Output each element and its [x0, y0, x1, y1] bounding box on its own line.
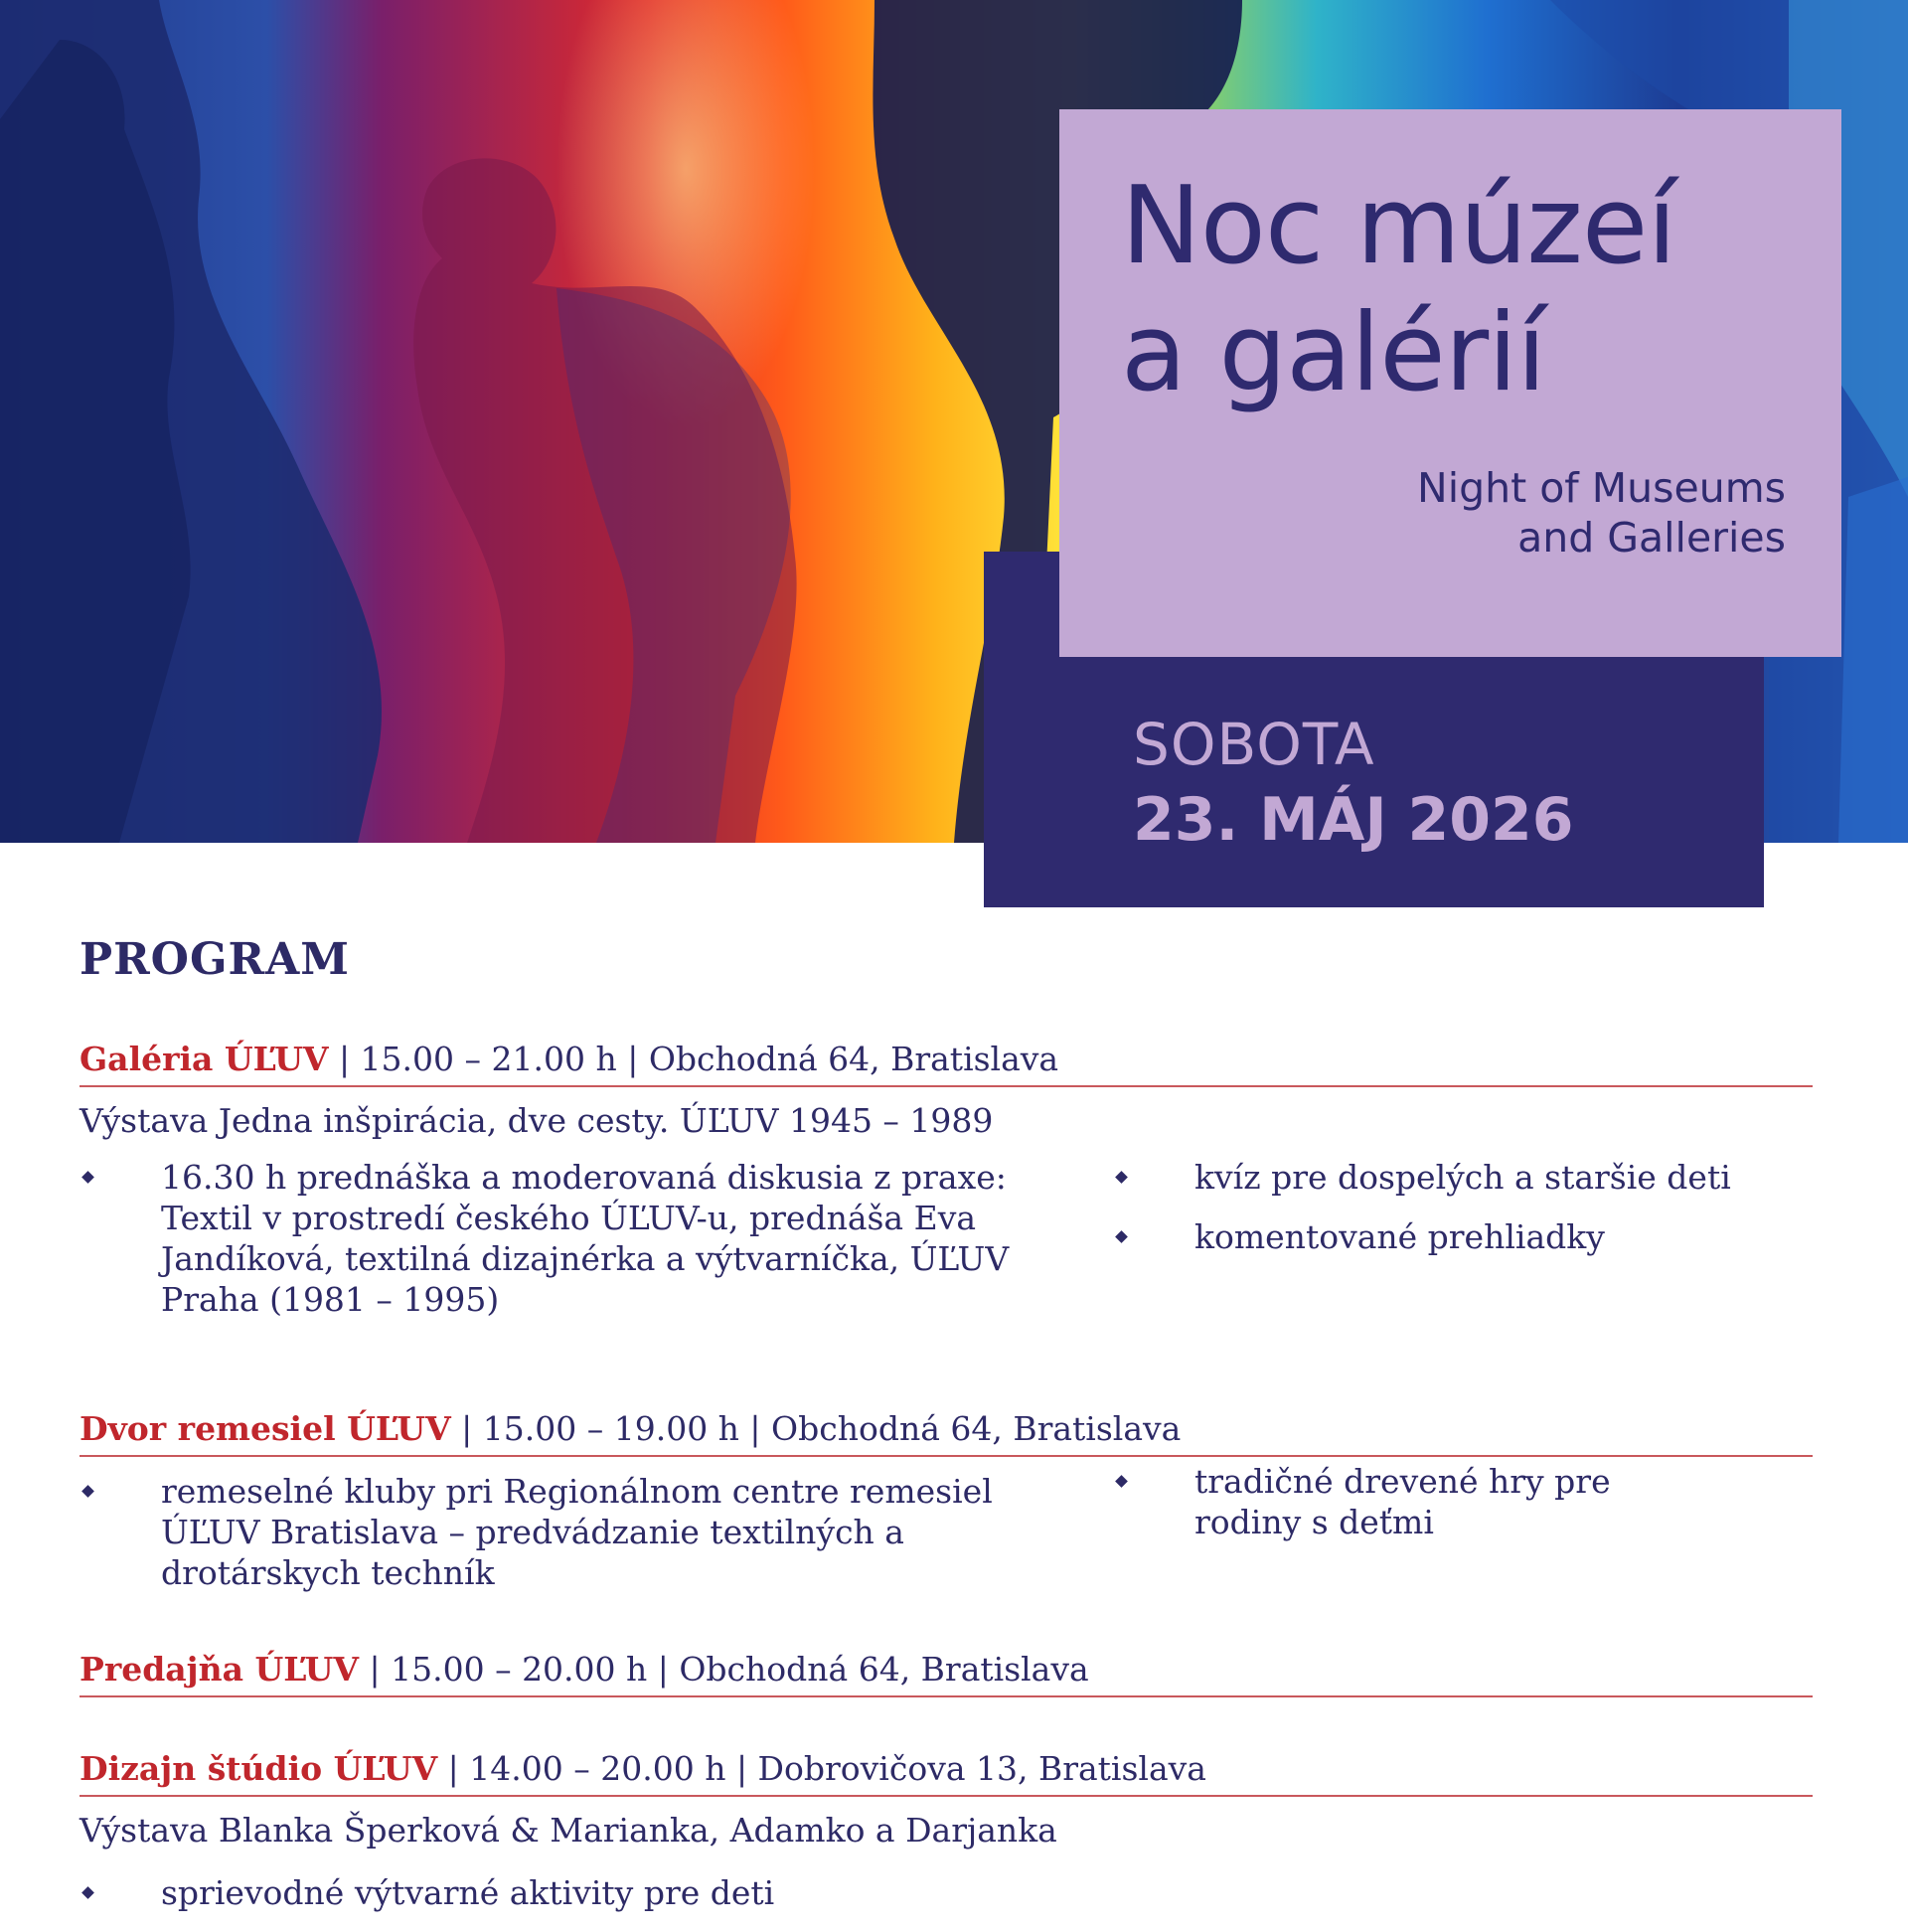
venue-details: | 14.00 – 20.00 h | Dobrovičova 13, Bratislava [437, 1749, 1206, 1788]
venue-dizajn-studio [80, 1747, 1813, 1912]
title-line-1: Noc múzeí [1121, 164, 1676, 288]
venue-header [80, 1747, 1813, 1797]
venue-exhibition: Výstava Jedna inšpirácia, dve cesty. ÚĽUV 1945 – 1989 [80, 1101, 994, 1140]
subtitle-line-2: and Galleries [1517, 514, 1786, 562]
program-section [80, 934, 1813, 1912]
activity-list-right [1113, 1461, 1709, 1561]
event-date: 23. MÁJ 2026 [1133, 785, 1574, 855]
venue-exhibition: Výstava Blanka Šperková & Marianka, Adamko a Darjanka [80, 1811, 1057, 1850]
venue-name: Galéria ÚĽUV [80, 1040, 329, 1078]
venue-predajna [80, 1648, 1813, 1697]
venue-name: Dvor remesiel ÚĽUV [80, 1409, 451, 1448]
venue-name: Predajňa ÚĽUV [80, 1650, 360, 1689]
title-line-2: a galérií [1121, 291, 1546, 415]
venue-name: Dizajn štúdio ÚĽUV [80, 1749, 438, 1788]
title-card [1059, 109, 1841, 657]
bullet-icon [1115, 1171, 1128, 1184]
bullet-icon [81, 1886, 94, 1899]
activity-list-left [80, 1157, 1053, 1339]
list-item: 16.30 h prednáška a moderovaná diskusia z praxe: [80, 1157, 1053, 1198]
list-item: remeselné kluby pri Regionálnom centre remesiel ÚĽUV Bratislava – predvádzanie textilných a drotárskych techník [80, 1471, 1014, 1593]
list-item: komentované prehliadky [1113, 1216, 1868, 1257]
list-item: Textil v prostredí českého ÚĽUV-u, prednáša Eva Jandíková, textilná dizajnérka a výtvarníčka, ÚĽUV Praha (1981 – 1995) [161, 1199, 1010, 1319]
list-item: kvíz pre dospelých a staršie deti [1113, 1157, 1868, 1198]
poster-subtitle [1417, 463, 1786, 563]
venue-galeria [80, 1038, 1813, 1319]
activity-list-right [1113, 1157, 1868, 1276]
poster-title [1121, 163, 1675, 417]
list-item: sprievodné výtvarné aktivity pre deti [80, 1872, 1053, 1913]
list-item: tradičné drevené hry pre rodiny s deťmi [1113, 1461, 1709, 1542]
event-day: SOBOTA [1133, 711, 1375, 778]
venue-header [80, 1038, 1813, 1087]
activity-list-left [80, 1471, 1014, 1612]
bullet-icon [81, 1485, 94, 1498]
bullet-icon [81, 1171, 94, 1184]
activity-list-left [80, 1872, 1053, 1932]
program-heading: PROGRAM [80, 934, 350, 985]
venue-dvor-remesiel [80, 1407, 1813, 1592]
venue-header [80, 1648, 1813, 1697]
bullet-icon [1115, 1230, 1128, 1243]
subtitle-line-1: Night of Museums [1417, 464, 1786, 512]
venue-details: | 15.00 – 20.00 h | Obchodná 64, Bratislava [359, 1650, 1089, 1689]
bullet-icon [1115, 1475, 1128, 1488]
venue-details: | 15.00 – 21.00 h | Obchodná 64, Bratislava [328, 1040, 1059, 1078]
venue-header [80, 1407, 1813, 1457]
venue-details: | 15.00 – 19.00 h | Obchodná 64, Bratislava [450, 1409, 1182, 1448]
